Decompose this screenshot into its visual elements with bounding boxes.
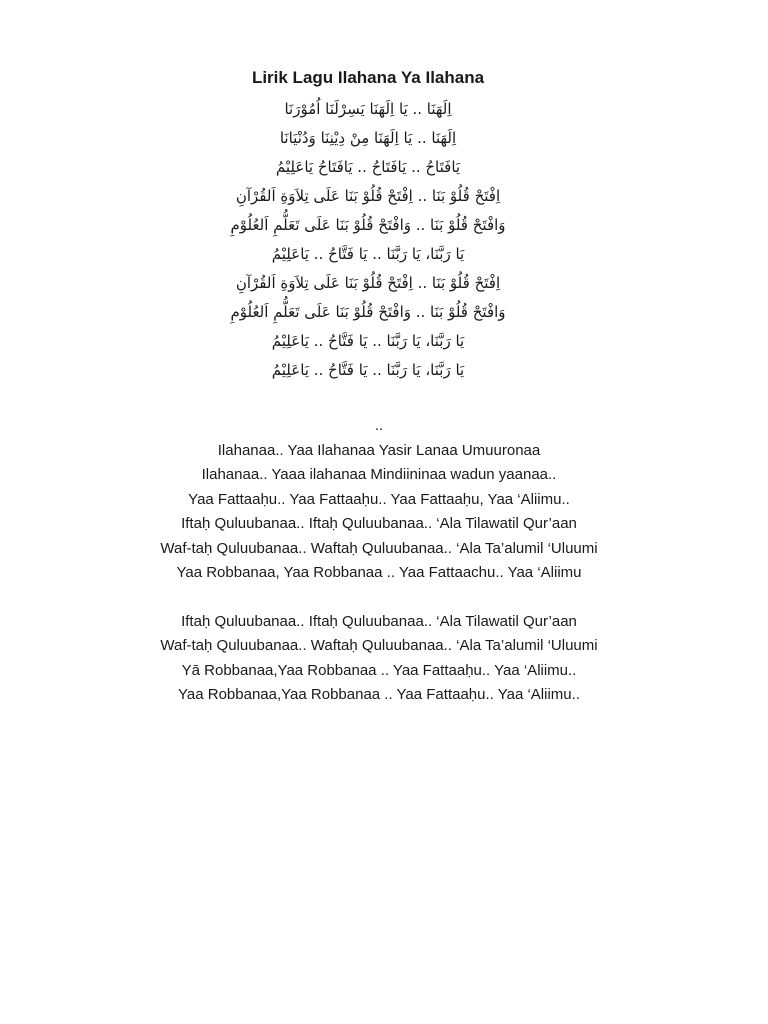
arabic-line: اِفْتَحْ قُلُوْ بَنَا .. اِفْتَحْ قُلُوْ بَنَا عَلَى تِلاَوَةِ اَلقُرْآنِ [235,187,501,205]
lyric-line: Yā Robbanaa,Yaa Robbanaa .. Yaa Fattaaḥu.. Yaa ‘Aliimu.. [181,661,577,679]
page-title: Lirik Lagu Ilahana Ya Ilahana [251,68,485,87]
arabic-line: اِلَهَنَا .. يَا اِلَهَنَا يَسِرْلَنَا اُمُوْرَنَا [284,100,452,118]
arabic-line: وَافْتَحْ قُلُوْ بَنَا .. وَافْتَحْ قُلُوْ بَنَا عَلَى تَعَلُّمِ اَلعُلُوْمِ [230,303,506,321]
lyric-line: Yaa Robbanaa,Yaa Robbanaa .. Yaa Fattaaḥu.. Yaa ‘Aliimu.. [178,686,580,704]
lyric-line: Waf-taḥ Quluubanaa.. Waftaḥ Quluubanaa.. ‘Ala Ta’alumil ‘Uluumi [160,539,598,557]
lyric-line: Yaa Robbanaa, Yaa Robbanaa .. Yaa Fattaachu.. Yaa ‘Aliimu [176,563,582,581]
arabic-lyrics [0,95,736,385]
lyric-line: Ilahanaa.. Yaa Ilahanaa Yasir Lanaa Umuuronaa [217,442,541,459]
arabic-line: يَا رَبَّنَا، يَا رَبَّنَا .. يَا فَتَّاحُ .. يَاعَلِيْمُ [271,361,465,379]
lyric-line: Iftaḥ Quluubanaa.. Iftaḥ Quluubanaa.. ‘Ala Tilawatil Qur’aan [181,515,577,533]
transliteration-verse-2 [0,610,758,708]
arabic-line: وَافْتَحْ قُلُوْ بَنَا .. وَافْتَحْ قُلُوْ بَنَا عَلَى تَعَلُّمِ اَلعُلُوْمِ [230,216,506,234]
lyric-line: Yaa Fattaaḥu.. Yaa Fattaaḥu.. Yaa Fattaaḥu, Yaa ‘Aliimu.. [188,490,570,508]
transliteration-verse-1 [0,439,758,585]
arabic-line: اِفْتَحْ قُلُوْ بَنَا .. اِفْتَحْ قُلُوْ بَنَا عَلَى تِلاَوَةِ اَلقُرْآنِ [235,274,501,292]
arabic-line: يَا رَبَّنَا، يَا رَبَّنَا .. يَا فَتَّاحُ .. يَاعَلِيْمُ [271,245,465,263]
section-separator: .. [374,417,384,434]
lyric-line: Iftaḥ Quluubanaa.. Iftaḥ Quluubanaa.. ‘Ala Tilawatil Qur’aan [181,613,577,630]
arabic-line: يَا رَبَّنَا، يَا رَبَّنَا .. يَا فَتَّاحُ .. يَاعَلِيْمُ [271,332,465,350]
lyric-line: Ilahanaa.. Yaaa ilahanaa Mindiininaa wadun yaanaa.. [201,466,557,484]
lyric-line: Waf-taḥ Quluubanaa.. Waftaḥ Quluubanaa.. ‘Ala Ta’alumil ‘Uluumi [160,637,598,655]
arabic-line: يَافَتَاحُ .. يَافَتَاحُ .. يَافَتَاحُ يَاعَلِيْمُ [275,158,461,176]
arabic-line: اِلَهَنَا .. يَا اِلَهَنَا مِنْ دِيْنِنَا وَدُنْيَانَا [279,129,457,147]
